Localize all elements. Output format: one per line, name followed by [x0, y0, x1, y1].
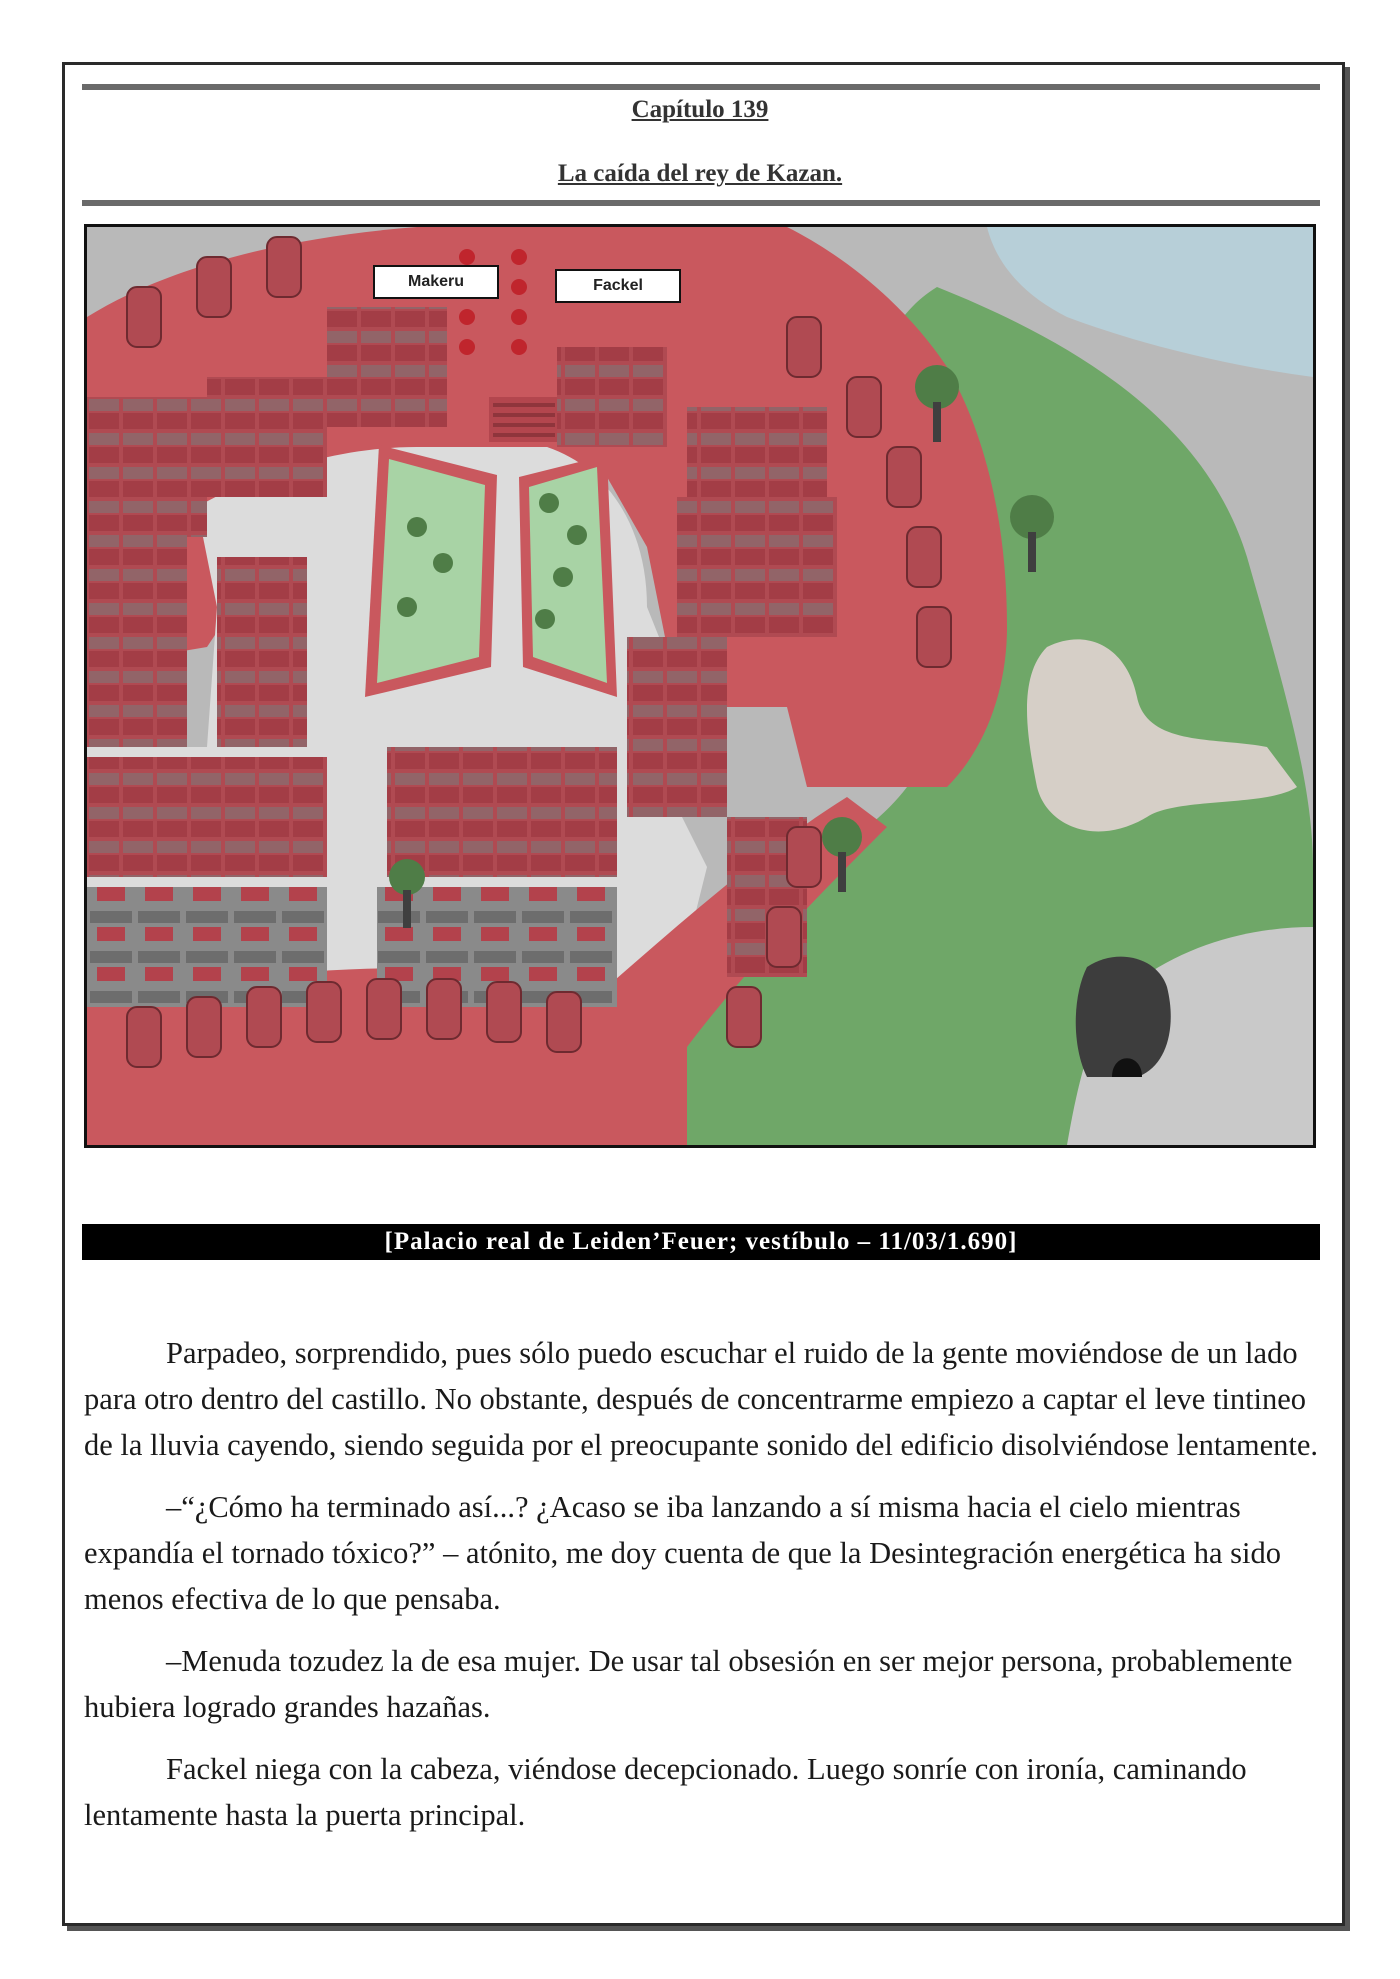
scene-heading: [Palacio real de Leiden’Feuer; vestíbulo – 11/03/1.690] — [82, 1224, 1320, 1260]
map-label-fackel: Fackel — [555, 269, 681, 303]
chapter-number: Capítulo 139 — [631, 96, 769, 123]
palace-map-illustration — [87, 227, 1313, 1145]
header-rule-bottom — [82, 200, 1320, 206]
paragraph: –Menuda tozudez la de esa mujer. De usar tal obsesión en ser mejor persona, probablemente hubiera logrado grandes hazañas. — [84, 1644, 1293, 1724]
paragraph: –“¿Cómo ha terminado así...? ¿Acaso se iba lanzando a sí misma hacia el cielo mientras expandía el tornado tóxico?” – atónito, me doy cuenta de que la Desintegración energética ha sido menos efectiva de lo que pensaba. — [84, 1490, 1281, 1616]
paragraph: Fackel niega con la cabeza, viéndose decepcionado. Luego sonríe con ironía, caminando lentamente hasta la puerta principal. — [84, 1752, 1247, 1832]
chapter-title: La caída del rey de Kazan. — [557, 160, 843, 187]
map-label-makeru: Makeru — [373, 265, 499, 299]
header-rule-top — [82, 84, 1320, 90]
paragraph: Parpadeo, sorprendido, pues sólo puedo escuchar el ruido de la gente moviéndose de un lado para otro dentro del castillo. No obstante, después de concentrarme empiezo a captar el leve tintineo de la lluvia cayendo, siendo seguida por el preocupante sonido del edificio disolviéndose lentamente. — [84, 1336, 1319, 1462]
palace-map — [84, 224, 1316, 1148]
body-text — [84, 1330, 1324, 1854]
